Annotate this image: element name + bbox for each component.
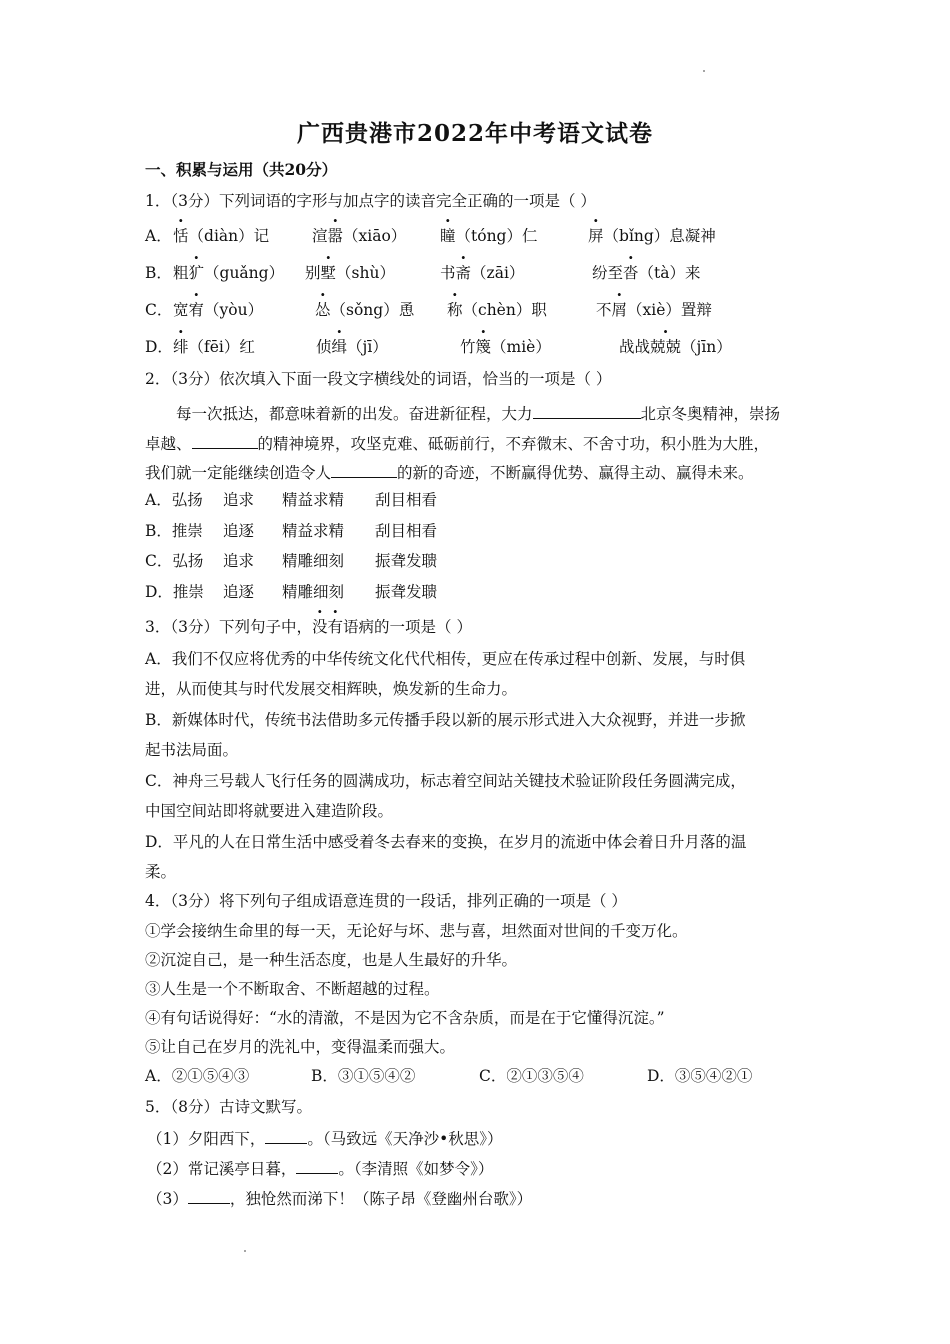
- page-title: 广西贵港市2022年中考语文试卷: [296, 120, 653, 147]
- q5-item-1: （1）夕阳西下， 。（马致远《天净沙•秋思》）: [147, 1127, 503, 1149]
- q1-option-a: A． 恬（diàn）记 渲嚣（xiāo） 瞳（tóng）仁 屏（bǐng）息凝神: [145, 227, 716, 245]
- q2-option-a: A．弘扬 追求 精益求精 刮目相看: [145, 491, 438, 509]
- fill-blank[interactable]: [188, 1187, 230, 1204]
- scan-speck: [703, 70, 705, 72]
- q4-sentence-5: ⑤让自己在岁月的洗礼中，变得温柔而强大。: [145, 1038, 456, 1056]
- q5-item-3: （3） ，独怆然而涕下！（陈子昂《登幽州台歌》）: [147, 1187, 532, 1209]
- q1-option-b: B． 粗犷（guǎng） 别墅（shù） 书斋（zāi） 纷至沓（tà）来: [145, 264, 701, 282]
- q3-option-d: D．平凡的人在日常生活中感受着冬去春来的变换，在岁月的流逝中体会着日升月落的温: [145, 833, 747, 851]
- section-heading: 一、积累与运用（共20分）: [145, 160, 338, 179]
- scan-speck: [244, 1250, 246, 1252]
- q3-option-d-cont: 柔。: [145, 863, 177, 881]
- q3-stem: 3．（3分）下列句子中，没有语病的一项是（ ）: [145, 618, 472, 636]
- q4-stem: 4．（3分）将下列句子组成语意连贯的一段话，排列正确的一项是（ ）: [145, 892, 627, 910]
- q3-option-c: C．神舟三号载人飞行任务的圆满成功，标志着空间站关键技术验证阶段任务圆满完成，: [145, 772, 746, 790]
- q3-option-b-cont: 起书法局面。: [145, 741, 239, 759]
- q4-option-d: D．③⑤④②①: [647, 1067, 753, 1085]
- q2-option-c: C．弘扬 追求 精雕细刻 振聋发聩: [145, 552, 438, 570]
- q4-sentence-1: ①学会接纳生命里的每一天，无论好与坏、悲与喜，坦然面对世间的千变万化。: [145, 922, 688, 940]
- q4-options: [145, 1066, 805, 1086]
- q4-sentence-3: ③人生是一个不断取舍、不断超越的过程。: [145, 980, 440, 998]
- fill-blank[interactable]: [533, 402, 641, 419]
- q2-option-b: B．推崇 追逐 精益求精 刮目相看: [145, 522, 438, 540]
- fill-blank[interactable]: [296, 1157, 338, 1174]
- q3-option-c-cont: 中国空间站即将就要进入建造阶段。: [145, 802, 394, 820]
- q5-item-2: （2）常记溪亭日暮， 。（李清照《如梦令》）: [147, 1157, 493, 1179]
- q5-stem: 5．（8分）古诗文默写。: [145, 1098, 312, 1116]
- q2-passage-line: 每一次抵达，都意味着新的出发。奋进新征程，大力 北京冬奥精神，崇扬: [176, 402, 780, 424]
- q3-option-a-cont: 进，从而使其与时代发展交相辉映，焕发新的生命力。: [145, 680, 518, 698]
- q1-stem: 1．（3分）下列词语的字形与加点字的读音完全正确的一项是（ ）: [145, 192, 596, 210]
- q1-option-d: D． 绯（fēi）红 侦缉（jī） 竹篾（miè） 战战兢兢（jīn）: [145, 338, 732, 356]
- q2-stem: 2．（3分）依次填入下面一段文字横线处的词语，恰当的一项是（ ）: [145, 370, 612, 388]
- q3-option-a: A．我们不仅应将优秀的中华传统文化代代相传，更应在传承过程中创新、发展，与时俱: [145, 650, 746, 668]
- q2-passage-line: 卓越、 的精神境界，攻坚克难、砥砺前行，不弃微末、不舍寸功，积小胜为大胜，: [145, 432, 769, 454]
- q4-sentence-2: ②沉淀自己，是一种生活态度，也是人生最好的升华。: [145, 951, 518, 969]
- fill-blank[interactable]: [331, 461, 397, 478]
- q4-option-b: B．③①⑤④②: [311, 1067, 416, 1085]
- q2-passage-line: 我们就一定能继续创造令人 的新的奇迹，不断赢得优势、赢得主动、赢得未来。: [145, 461, 754, 483]
- q2-option-d: D．推崇 追逐 精雕细刻 振聋发聩: [145, 583, 438, 601]
- fill-blank[interactable]: [192, 432, 258, 449]
- q4-option-a: A．②①⑤④③: [145, 1067, 250, 1085]
- q3-option-b: B．新媒体时代，传统书法借助多元传播手段以新的展示形式进入大众视野，并进一步掀: [145, 711, 746, 729]
- q4-option-c: C．②①③⑤④: [479, 1067, 584, 1085]
- q1-option-c: C． 宽宥（yòu） 怂（sǒng）恿 称（chèn）职 不屑（xiè）置辩: [145, 301, 712, 319]
- fill-blank[interactable]: [265, 1127, 307, 1144]
- q4-sentence-4: ④有句话说得好：“水的清澈，不是因为它不含杂质，而是在于它懂得沉淀。”: [145, 1009, 665, 1027]
